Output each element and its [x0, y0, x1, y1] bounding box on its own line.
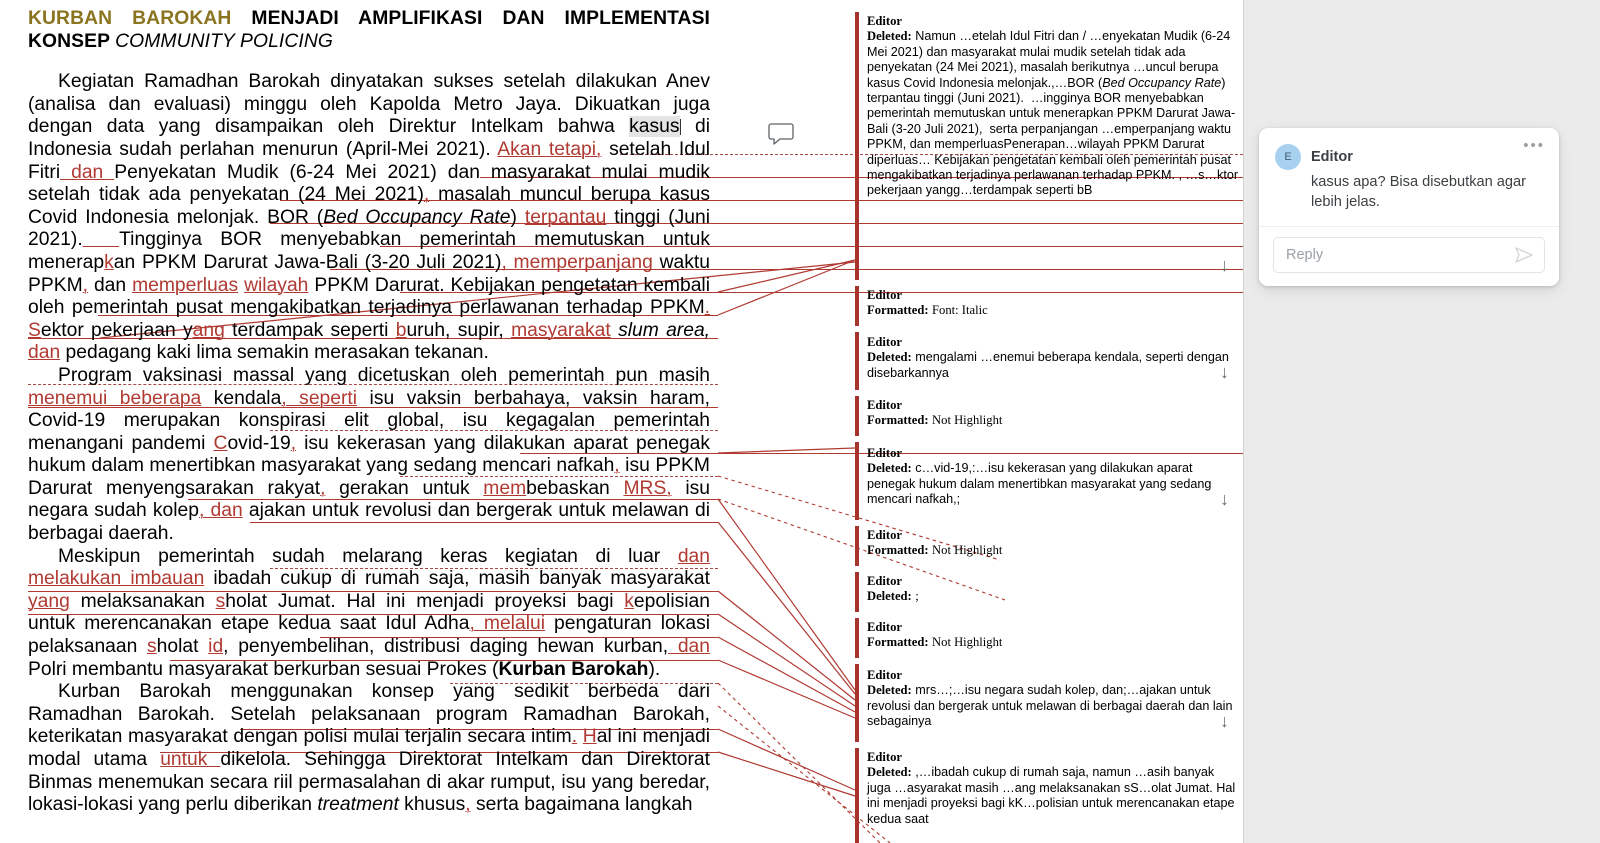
comment-header: [1275, 144, 1543, 170]
revision-text: Not Highlight: [932, 413, 1003, 428]
revision-label: Deleted:: [867, 29, 912, 44]
paragraph-1[interactable]: Kegiatan Ramadhan Barokah dinyatakan sukses setelah dilakukan Anev (analisa dan evaluasi) minggu oleh Kapolda Metro Jaya. Dikuatkan juga dengan data yang disampaikan oleh Direktur Intelkam bahwa kasus di Indonesia sudah perlahan menurun (April-Mei 2021). Akan tetapi, setelah Idul Fitri dan Penyekatan Mudik (6-24 Mei 2021) dan masyarakat mulai mudik setelah tidak ada penyekatan (24 Mei 2021), masalah muncul berupa kasus Covid Indonesia melonjak. BOR (Bed Occupancy Rate) terpantau tinggi (Juni 2021). Tingginya BOR menyebabkan pemerintah memutuskan untuk menerapkan PPKM Darurat Jawa-Bali (3-20 Juli 2021), memperpanjang waktu PPKM, dan memperluas wilayah PPKM Darurat. Kebijakan pengetatan kembali oleh pemerintah pusat mengakibatkan terjadinya perlawanan terhadap PPKM. Sektor pekerjaan yang terdampak seperti buruh, supir, masyarakat slum area, dan pedagang kaki lima semakin merasakan tekanan.: [28, 71, 711, 364]
revision-author: Editor: [867, 574, 902, 588]
title-italic: COMMUNITY POLICING: [115, 30, 333, 52]
revision-label: Deleted:: [867, 350, 912, 365]
revision-label: Deleted:: [867, 589, 912, 604]
change-bar: [855, 748, 859, 843]
revision-text: Font: Italic: [932, 303, 988, 318]
change-bar: [855, 618, 859, 658]
revision-author: Editor: [867, 668, 902, 682]
change-bar: [855, 442, 859, 520]
avatar: E: [1275, 144, 1301, 170]
revision-continue-arrow[interactable]: ↓: [1220, 489, 1229, 509]
document-title: [28, 8, 710, 53]
revision-item[interactable]: [867, 398, 1239, 429]
revision-author: Editor: [867, 528, 902, 542]
revision-author: Editor: [867, 288, 902, 302]
reply-input[interactable]: [1284, 246, 1514, 264]
revision-label: Deleted:: [867, 683, 912, 698]
send-icon[interactable]: [1514, 245, 1534, 265]
revision-panel: [855, 0, 1243, 843]
change-bar: [855, 286, 859, 326]
title-highlight: KURBAN BAROKAH: [28, 8, 232, 29]
revision-label: Formatted:: [867, 413, 929, 428]
change-bar: [855, 526, 859, 566]
revision-label: Formatted:: [867, 543, 929, 558]
revision-author: Editor: [867, 14, 902, 28]
change-bar: [855, 12, 859, 280]
revision-label: Formatted:: [867, 303, 929, 318]
title-rest: MENJADI AMPLIFIKASI DAN IMPLEMENTASI KONSEP: [28, 8, 710, 52]
revision-item[interactable]: [867, 446, 1239, 508]
revision-label: Formatted:: [867, 635, 929, 650]
revision-author: Editor: [867, 335, 902, 349]
revision-author: Editor: [867, 750, 902, 764]
revision-item[interactable]: [867, 620, 1239, 651]
comment-thread: [1259, 128, 1559, 286]
revision-item[interactable]: [867, 668, 1239, 730]
revision-author: Editor: [867, 446, 902, 460]
revision-text: c…vid-19,:…isu kekerasan yang dilakukan aparat penegak hukum dalam menertibkan masyarakat yang sedang mencari nafkah,;: [867, 461, 1212, 507]
revision-author: Editor: [867, 620, 902, 634]
revision-item[interactable]: [867, 288, 1239, 319]
revision-author: Editor: [867, 398, 902, 412]
revision-text: mrs…;…isu negara sudah kolep, dan;…ajakan untuk revolusi dan bergerak untuk melawan di berbagai daerah dan lain sebagainya: [867, 683, 1233, 729]
comment-card[interactable]: [1259, 128, 1559, 286]
reply-box[interactable]: [1273, 237, 1545, 273]
revision-item[interactable]: [867, 574, 1239, 605]
paragraph-4[interactable]: Kurban Barokah menggunakan konsep yang sedikit berbeda dari Ramadhan Barokah. Setelah pelaksanaan program Ramadhan Barokah, keterikatan masyarakat dengan polisi mulai terjalin secara intim. Hal ini menjadi modal utama untuk dikelola. Sehingga Direktorat Intelkam dan Direktorat Binmas menemukan secara riil permasalahan di akar rumput, isu yang beredar, lokasi-lokasi yang perlu diberikan treatment khusus, serta bagaimana langkah: [28, 681, 711, 816]
revision-text: Not Highlight: [932, 635, 1003, 650]
revision-item[interactable]: [867, 528, 1239, 559]
paragraph-2[interactable]: Program vaksinasi massal yang dicetuskan oleh pemerintah pun masih menemui beberapa kendala, seperti isu vaksin berbahaya, vaksin haram, Covid-19 merupakan konspirasi elit global, isu kegagalan pemerintah menangani pandemi Covid-19, isu kekerasan yang dilakukan aparat penegak hukum dalam menertibkan masyarakat yang sedang mencari nafkah, isu PPKM Darurat menyengsarakan rakyat, gerakan untuk membebaskan MRS, isu negara sudah kolep, dan ajakan untuk revolusi dan bergerak untuk melawan di berbagai daerah.: [28, 364, 710, 545]
page-right-edge: [1243, 0, 1244, 843]
change-bar: [855, 396, 859, 436]
revision-continue-arrow[interactable]: ↓: [1220, 255, 1229, 275]
revision-item[interactable]: [867, 335, 1239, 381]
revision-item[interactable]: [867, 750, 1239, 827]
revision-continue-arrow[interactable]: ↓: [1220, 711, 1229, 731]
comment-body: [1259, 128, 1559, 226]
change-bar: [855, 664, 859, 742]
comment-text: kasus apa? Bisa disebutkan agar lebih jelas.: [1311, 174, 1526, 210]
revision-item[interactable]: [867, 14, 1239, 275]
comment-bubble-icon[interactable]: [768, 122, 794, 146]
comment-author: Editor: [1311, 149, 1353, 165]
revision-text: Not Highlight: [932, 543, 1003, 558]
paragraph-3[interactable]: Meskipun pemerintah sudah melarang keras kegiatan di luar dan melakukan imbauan ibadah cukup di rumah saja, masih banyak masyarakat yang melaksanakan sholat Jumat. Hal ini menjadi proyeksi bagi kepolisian untuk merencanakan etape kedua saat Idul Adha, melalui pengaturan lokasi pelaksanaan sholat id, penyembelihan, distribusi daging hewan kurban, dan Polri membantu masyarakat berkurban sesuai Prokes (Kurban Barokah).: [28, 545, 710, 680]
revision-text: Namun …etelah Idul Fitri dan / …enyekatan Mudik (6-24 Mei 2021) dan masyarakat mulai mudik setelah tidak ada penyekatan (24 Mei 2021), masalah berikutnya …uncul berupa kasus Covid Indonesia melonjak.,…BOR (Bed Occupancy Rate) terpantau tinggi (Juni 2021). …ingginya BOR menyebabkan pemerintah memutuskan untuk menerapkan PPKM Darurat Jawa-Bali (3-20 Juli 2021), serta perpanjangan …emperpanjang waktu PPKM, dan memperluasPenerapan…wilayah PPKM Darurat diperluas… Kebijakan pengetatan kembali oleh pemerintah pusat mengakibatkan terjadinya perlawanan terhadap PPKM. , …s…ktor pekerjaan yangg…terdampak seperti bB: [867, 29, 1239, 198]
revision-label: Deleted:: [867, 765, 912, 780]
revision-label: Deleted:: [867, 461, 912, 476]
change-bar: [855, 572, 859, 612]
revision-continue-arrow[interactable]: ↓: [1220, 362, 1229, 382]
comment-options-icon[interactable]: •••: [1523, 137, 1545, 154]
document-body[interactable]: [28, 8, 710, 817]
revision-text: ,…ibadah cukup di rumah saja, namun …asih banyak juga …asyarakat masih …ang melaksanakan sS…olat Jumat. Hal ini menjadi proyeksi bagi kK…polisian untuk merencanakan etape kedua saat: [867, 765, 1236, 826]
change-bar: [855, 332, 859, 390]
revision-text: ;: [915, 589, 919, 604]
comment-reply-area: [1259, 226, 1559, 286]
revision-text: mengalami …enemui beberapa kendala, seperti dengan disebarkannya: [867, 350, 1229, 380]
